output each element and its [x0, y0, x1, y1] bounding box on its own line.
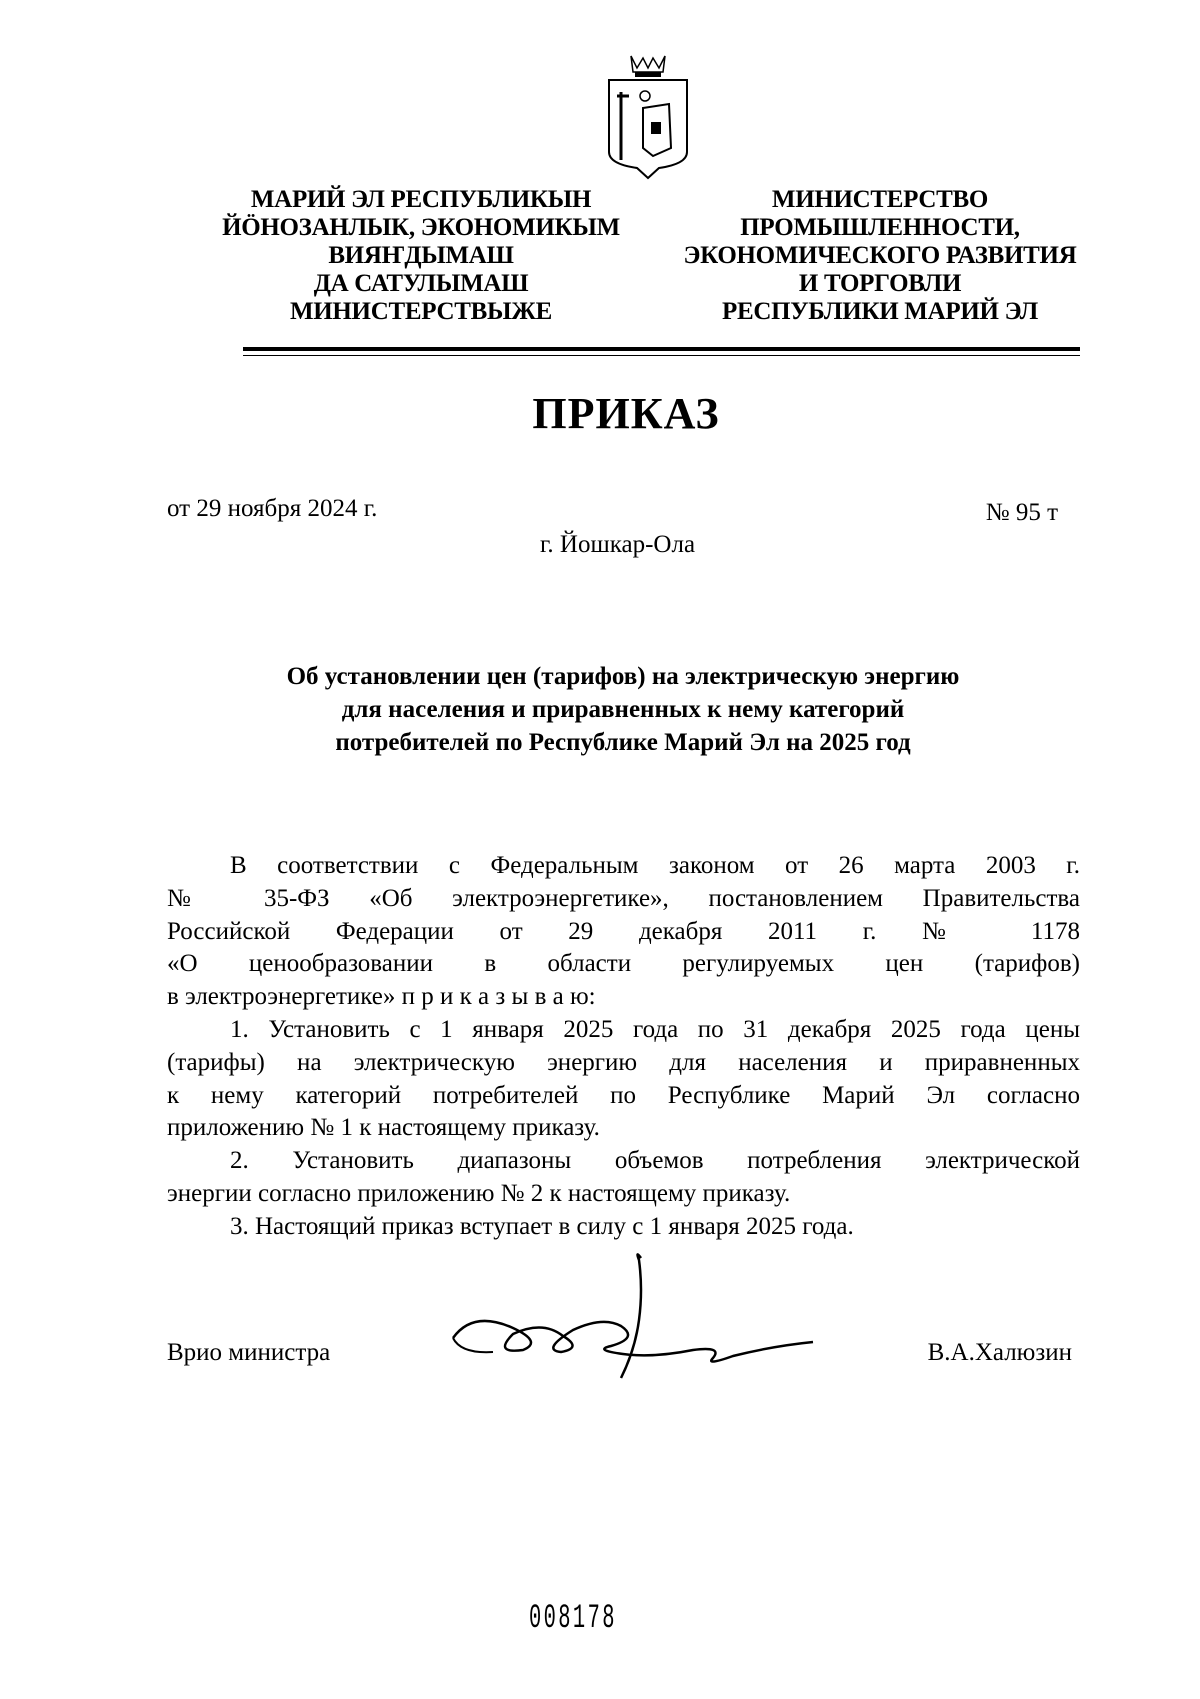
body-line: 1. Установить с 1 января 2025 года по 31 декабря 2025 года цены: [230, 1015, 1080, 1043]
header-left-line: ЙÖНОЗАНЛЫК, ЭКОНОМИКЫМ: [222, 214, 620, 241]
coat-of-arms-icon: [603, 52, 693, 180]
header-right-line: ПРОМЫШЛЕННОСТИ,: [740, 214, 1020, 241]
header-right-russian: [660, 186, 1100, 326]
body-line: приложению № 1 к настоящему приказу.: [167, 1114, 600, 1142]
header-divider-thin: [243, 355, 1080, 356]
header-divider-thick: [243, 347, 1080, 351]
document-number: № 95 т: [985, 499, 1058, 526]
body-line: Российской Федерации от 29 декабря 2011 г. № 1178: [167, 917, 1080, 945]
body-line: № 35-ФЗ «Об электроэнергетике», постановлением Правительства: [167, 884, 1080, 912]
header-right-line: МИНИСТЕРСТВО: [771, 186, 989, 213]
header-right-line: РЕСПУБЛИКИ МАРИЙ ЭЛ: [722, 298, 1038, 325]
body-line: 3. Настоящий приказ вступает в силу с 1 января 2025 года.: [230, 1212, 854, 1240]
body-line: 2. Установить диапазоны объемов потребления электрической: [230, 1147, 1080, 1175]
header-right-line: И ТОРГОВЛИ: [798, 270, 962, 297]
header-left-mari: [221, 186, 621, 326]
body-line: «О ценообразовании в области регулируемых цен (тарифов): [167, 950, 1080, 978]
document-type-title: ПРИКАЗ: [532, 389, 720, 438]
form-serial-number: 008178: [529, 1600, 617, 1638]
header-left-line: ДА САТУЛЫМАШ: [313, 270, 529, 297]
body-line: к нему категорий потребителей по Республике Марий Эл согласно: [167, 1081, 1080, 1109]
body-line: (тарифы) на электрическую энергию для населения и приравненных: [167, 1048, 1080, 1076]
subject-line: потребителей по Республике Марий Эл на 2025 год: [335, 729, 911, 756]
subject-line: для населения и приравненных к нему категорий: [341, 696, 905, 723]
header-right-line: ЭКОНОМИЧЕСКОГО РАЗВИТИЯ: [683, 242, 1077, 269]
subject-line: Об установлении цен (тарифов) на электрическую энергию: [286, 663, 960, 690]
signatory-position: Врио министра: [167, 1339, 331, 1366]
document-date: от 29 ноября 2024 г.: [167, 495, 378, 522]
document-body: [167, 850, 1080, 1244]
body-line: энергии согласно приложению № 2 к настоящему приказу.: [167, 1179, 791, 1207]
header-left-line: МИНИСТЕРСТВЫЖЕ: [289, 298, 553, 325]
handwritten-signature: [443, 1250, 853, 1385]
body-line: в электроэнергетике» п р и к а з ы в а ю:: [167, 983, 596, 1011]
signatory-name: В.А.Халюзин: [927, 1339, 1072, 1366]
header-left-line: МАРИЙ ЭЛ РЕСПУБЛИКЫН: [250, 186, 592, 213]
document-city: г. Йошкар-Ола: [540, 531, 696, 558]
document-subject: [200, 660, 1046, 759]
body-line: В соответствии с Федеральным законом от 26 марта 2003 г.: [230, 852, 1080, 879]
header-left-line: ВИЯҤДЫМАШ: [328, 242, 514, 269]
